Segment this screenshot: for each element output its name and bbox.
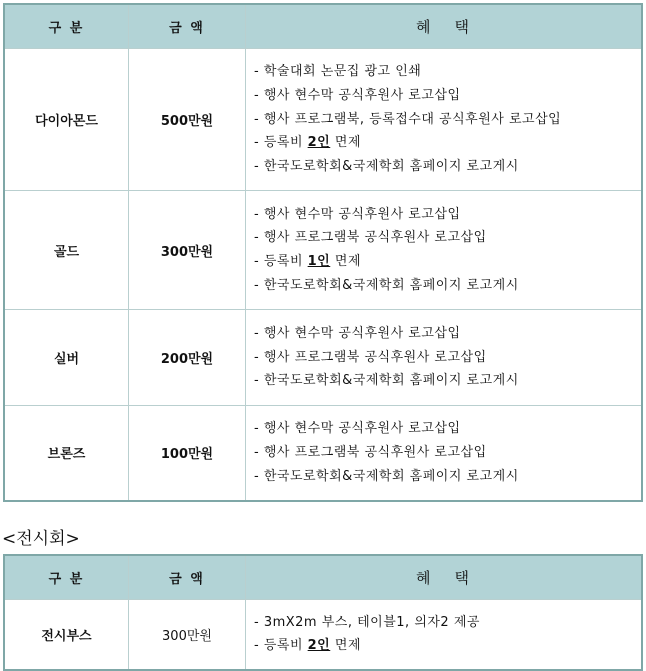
benefit-item: - 행사 프로그램북, 등록접수대 공식후원사 로고삽입 xyxy=(254,111,562,127)
exhibit-section-title: <전시회> xyxy=(2,529,80,549)
tier-amount: 100만원 xyxy=(129,406,246,501)
benefit-item xyxy=(254,634,641,658)
benefit-item: - 한국도로학회&국제학회 홈페이지 로고게시 xyxy=(254,373,519,389)
tier-amount: 500만원 xyxy=(129,49,246,191)
tier-amount: 300만원 xyxy=(129,600,246,670)
table-row xyxy=(4,191,642,310)
benefit-item: - 행사 프로그램북 공식후원사 로고삽입 xyxy=(254,230,487,246)
sponsor-table-header xyxy=(4,4,642,49)
benefit-item: - 행사 현수막 공식후원사 로고삽입 xyxy=(254,325,461,341)
tier-name: 전시부스 xyxy=(4,600,129,670)
benefit-item: - 한국도로학회&국제학회 홈페이지 로고게시 xyxy=(254,159,519,175)
benefit-list xyxy=(246,406,643,501)
header-benefits-part1: 혜 xyxy=(416,18,433,36)
benefit-highlight: 2인 xyxy=(307,135,331,151)
benefit-item xyxy=(254,131,641,155)
benefit-list xyxy=(246,600,643,670)
table-row xyxy=(4,310,642,406)
benefit-list xyxy=(246,49,643,191)
benefit-item: - 행사 현수막 공식후원사 로고삽입 xyxy=(254,421,461,437)
benefit-item: - 학술대회 논문집 광고 인쇄 xyxy=(254,64,422,80)
benefit-text: - 등록비 xyxy=(254,135,308,151)
benefit-item: - 행사 프로그램북 공식후원사 로고삽입 xyxy=(254,349,487,365)
benefit-item: - 한국도로학회&국제학회 홈페이지 로고게시 xyxy=(254,277,519,293)
benefit-text: 면제 xyxy=(330,638,361,654)
table-row xyxy=(4,406,642,501)
benefit-highlight: 1인 xyxy=(307,254,331,269)
benefit-item xyxy=(254,250,641,274)
header-benefits-part2: 택 xyxy=(454,18,471,36)
tier-amount: 200만원 xyxy=(129,310,246,406)
header-benefits xyxy=(246,4,643,49)
benefit-item: - 3mX2m 부스, 테이블1, 의자2 제공 xyxy=(254,614,480,630)
benefit-item: - 행사 현수막 공식후원사 로고삽입 xyxy=(254,87,461,103)
exhibit-table xyxy=(3,554,643,671)
tier-name: 실버 xyxy=(4,310,129,406)
benefit-item: - 행사 프로그램북 공식후원사 로고삽입 xyxy=(254,444,487,460)
tier-name: 골드 xyxy=(4,191,129,310)
sponsor-table xyxy=(3,3,643,502)
exhibit-table-header xyxy=(4,555,642,600)
header-benefits xyxy=(246,555,643,600)
benefit-list xyxy=(246,191,643,310)
table-row xyxy=(4,49,642,191)
benefit-list xyxy=(246,310,643,406)
benefit-item: - 한국도로학회&국제학회 홈페이지 로고게시 xyxy=(254,468,519,484)
benefit-text: - 등록비 xyxy=(254,254,308,269)
benefit-text: 면제 xyxy=(330,254,361,269)
benefit-text: - 등록비 xyxy=(254,638,308,654)
header-amount: 금 액 xyxy=(129,555,246,600)
header-benefits-part2: 택 xyxy=(454,569,471,587)
tier-amount: 300만원 xyxy=(129,191,246,310)
table-row xyxy=(4,600,642,670)
header-category: 구 분 xyxy=(4,4,129,49)
tier-name: 다이아몬드 xyxy=(4,49,129,191)
benefit-item: - 행사 현수막 공식후원사 로고삽입 xyxy=(254,206,461,222)
header-amount: 금 액 xyxy=(129,4,246,49)
header-category: 구 분 xyxy=(4,555,129,600)
header-benefits-part1: 혜 xyxy=(416,569,433,587)
benefit-highlight: 2인 xyxy=(307,638,331,654)
tier-name: 브론즈 xyxy=(4,406,129,501)
benefit-text: 면제 xyxy=(330,135,361,151)
